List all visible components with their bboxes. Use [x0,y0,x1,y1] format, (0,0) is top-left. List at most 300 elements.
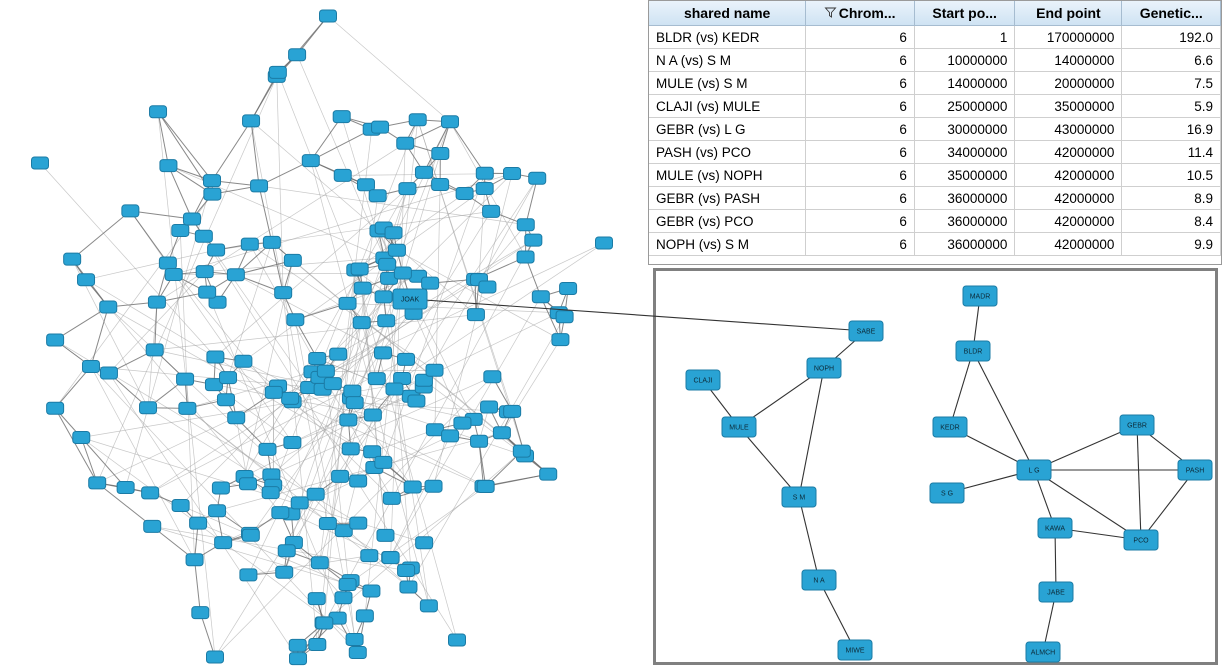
graph-node[interactable] [369,190,386,202]
node-shape[interactable] [369,190,386,202]
node-shape[interactable] [235,355,252,367]
graph-node[interactable] [179,402,196,414]
graph-node[interactable] [208,244,225,256]
graph-node[interactable] [481,401,498,413]
node-shape[interactable] [308,593,325,605]
node-shape[interactable] [353,317,370,329]
graph-node[interactable] [409,114,426,126]
node-shape[interactable] [404,481,421,493]
graph-node[interactable] [333,111,350,123]
graph-node[interactable] [1178,460,1212,480]
graph-node[interactable] [172,500,189,512]
node-shape[interactable] [375,291,392,303]
graph-node[interactable] [146,344,163,356]
graph-node[interactable] [140,402,157,414]
node-shape[interactable] [333,111,350,123]
node-shape[interactable] [199,286,216,298]
node-shape[interactable] [204,175,221,187]
graph-node[interactable] [388,244,405,256]
node-shape[interactable] [432,148,449,160]
graph-node[interactable] [340,414,357,426]
node-shape[interactable] [282,392,299,404]
graph-node[interactable] [838,640,872,660]
graph-node[interactable] [552,334,569,346]
node-shape[interactable] [340,414,357,426]
node-shape[interactable] [241,238,258,250]
node-shape[interactable] [278,545,295,557]
node-shape[interactable] [276,566,293,578]
graph-node[interactable] [100,301,117,313]
table-row[interactable] [649,95,1221,118]
graph-node[interactable] [269,66,286,78]
graph-node[interactable] [361,550,378,562]
graph-node[interactable] [357,179,374,191]
graph-node[interactable] [956,341,990,361]
node-shape[interactable] [409,114,426,126]
node-shape[interactable] [513,445,530,457]
graph-node[interactable] [363,585,380,597]
graph-node[interactable] [350,517,367,529]
graph-node[interactable] [408,395,425,407]
node-shape[interactable] [284,437,301,449]
node-shape[interactable] [204,188,221,200]
graph-node[interactable] [335,592,352,604]
node-shape[interactable] [425,480,442,492]
node-shape[interactable] [209,505,226,517]
graph-node[interactable] [177,373,194,385]
node-shape[interactable] [426,364,443,376]
graph-node[interactable] [354,282,371,294]
graph-node[interactable] [404,481,421,493]
graph-node[interactable] [317,365,334,377]
node-shape[interactable] [398,565,415,577]
graph-node[interactable] [282,392,299,404]
node-shape[interactable] [195,230,212,242]
node-shape[interactable] [207,351,224,363]
graph-node[interactable] [467,309,484,321]
node-shape[interactable] [335,592,352,604]
graph-node[interactable] [529,172,546,184]
node-shape[interactable] [324,378,341,390]
node-shape[interactable] [344,385,361,397]
graph-node[interactable] [324,378,341,390]
graph-node[interactable] [374,347,391,359]
column-header-genetic[interactable] [1122,1,1221,26]
node-shape[interactable] [400,581,417,593]
graph-node[interactable] [212,482,229,494]
node-shape[interactable] [484,371,501,383]
node-shape[interactable] [242,529,259,541]
graph-node[interactable] [89,477,106,489]
node-shape[interactable] [540,468,557,480]
node-shape[interactable] [560,283,577,295]
graph-node[interactable] [196,266,213,278]
graph-node[interactable] [807,358,841,378]
node-shape[interactable] [422,277,439,289]
graph-node[interactable] [276,566,293,578]
graph-node[interactable] [251,180,268,192]
node-shape[interactable] [357,179,374,191]
node-shape[interactable] [408,395,425,407]
node-shape[interactable] [477,480,494,492]
graph-node[interactable] [483,205,500,217]
node-shape[interactable] [552,334,569,346]
node-shape[interactable] [479,281,496,293]
graph-node[interactable] [192,607,209,619]
node-shape[interactable] [368,373,385,385]
node-shape[interactable] [32,157,49,169]
graph-node[interactable] [350,475,367,487]
node-shape[interactable] [334,169,351,181]
graph-node[interactable] [532,291,549,303]
node-shape[interactable] [100,367,117,379]
table-row[interactable] [649,141,1221,164]
graph-node[interactable] [275,287,292,299]
graph-node[interactable] [183,213,200,225]
graph-node[interactable] [207,351,224,363]
graph-node[interactable] [284,437,301,449]
node-shape[interactable] [320,10,337,22]
graph-node[interactable] [311,557,328,569]
graph-node[interactable] [364,409,381,421]
node-shape[interactable] [504,168,521,180]
graph-node[interactable] [525,234,542,246]
node-shape[interactable] [442,116,459,128]
node-shape[interactable] [372,121,389,133]
node-shape[interactable] [212,482,229,494]
graph-node[interactable] [272,507,289,519]
node-shape[interactable] [556,311,573,323]
graph-node[interactable] [207,651,224,663]
graph-node[interactable] [346,633,363,645]
node-shape[interactable] [192,607,209,619]
node-shape[interactable] [471,435,488,447]
graph-node[interactable] [375,291,392,303]
graph-node[interactable] [344,385,361,397]
graph-node[interactable] [1017,460,1051,480]
graph-node[interactable] [1120,415,1154,435]
node-shape[interactable] [361,550,378,562]
node-shape[interactable] [100,301,117,313]
node-shape[interactable] [432,179,449,191]
graph-node[interactable] [1124,530,1158,550]
graph-node[interactable] [278,545,295,557]
graph-node[interactable] [302,155,319,167]
graph-node[interactable] [122,205,139,217]
node-shape[interactable] [240,569,257,581]
graph-node[interactable] [375,456,392,468]
node-shape[interactable] [449,634,466,646]
graph-node[interactable] [426,424,443,436]
node-shape[interactable] [140,402,157,414]
small-network-graph[interactable] [400,271,1215,662]
graph-node[interactable] [32,157,49,169]
node-shape[interactable] [159,257,176,269]
node-shape[interactable] [476,183,493,195]
node-shape[interactable] [532,291,549,303]
graph-node[interactable] [342,443,359,455]
node-shape[interactable] [179,402,196,414]
node-shape[interactable] [265,386,282,398]
graph-node[interactable] [259,443,276,455]
graph-node[interactable] [377,529,394,541]
graph-node[interactable] [540,468,557,480]
graph-node[interactable] [242,529,259,541]
node-shape[interactable] [388,244,405,256]
node-shape[interactable] [150,106,167,118]
graph-node[interactable] [320,10,337,22]
graph-node[interactable] [449,634,466,646]
table-row[interactable] [649,210,1221,233]
node-shape[interactable] [363,585,380,597]
node-shape[interactable] [377,529,394,541]
node-shape[interactable] [311,557,328,569]
graph-node[interactable] [332,470,349,482]
node-shape[interactable] [78,274,95,286]
node-shape[interactable] [82,361,99,373]
node-shape[interactable] [208,244,225,256]
graph-node[interactable] [100,367,117,379]
node-shape[interactable] [378,315,395,327]
node-shape[interactable] [467,309,484,321]
node-shape[interactable] [339,578,356,590]
node-shape[interactable] [454,417,471,429]
node-shape[interactable] [416,537,433,549]
node-shape[interactable] [309,639,326,651]
graph-node[interactable] [241,238,258,250]
node-shape[interactable] [259,443,276,455]
graph-node[interactable] [393,289,427,309]
node-shape[interactable] [47,334,64,346]
node-shape[interactable] [525,234,542,246]
node-shape[interactable] [364,409,381,421]
node-shape[interactable] [346,633,363,645]
node-shape[interactable] [517,219,534,231]
node-shape[interactable] [386,383,403,395]
graph-node[interactable] [930,483,964,503]
graph-node[interactable] [933,417,967,437]
graph-node[interactable] [142,487,159,499]
graph-node[interactable] [309,353,326,365]
graph-node[interactable] [190,517,207,529]
graph-node[interactable] [204,188,221,200]
graph-node[interactable] [398,565,415,577]
graph-node[interactable] [386,383,403,395]
node-shape[interactable] [517,251,534,263]
graph-node[interactable] [287,314,304,326]
node-shape[interactable] [64,253,81,265]
node-shape[interactable] [354,282,371,294]
graph-node[interactable] [513,445,530,457]
graph-node[interactable] [73,432,90,444]
node-shape[interactable] [177,373,194,385]
node-shape[interactable] [291,497,308,509]
node-shape[interactable] [342,443,359,455]
graph-node[interactable] [289,49,306,61]
graph-node[interactable] [476,183,493,195]
node-shape[interactable] [309,353,326,365]
graph-node[interactable] [416,537,433,549]
graph-node[interactable] [228,412,245,424]
node-shape[interactable] [251,180,268,192]
graph-node[interactable] [339,297,356,309]
node-shape[interactable] [284,254,301,266]
node-shape[interactable] [172,500,189,512]
graph-node[interactable] [265,386,282,398]
node-shape[interactable] [351,263,368,275]
graph-node[interactable] [425,480,442,492]
graph-node[interactable] [353,317,370,329]
node-shape[interactable] [346,397,363,409]
node-shape[interactable] [426,424,443,436]
node-shape[interactable] [394,267,411,279]
node-shape[interactable] [142,487,159,499]
small-network-panel[interactable] [400,268,1218,665]
graph-node[interactable] [316,617,333,629]
node-shape[interactable] [385,227,402,239]
graph-node[interactable] [442,116,459,128]
node-shape[interactable] [289,49,306,61]
node-shape[interactable] [186,554,203,566]
graph-node[interactable] [284,254,301,266]
graph-node[interactable] [240,569,257,581]
graph-node[interactable] [517,251,534,263]
table-row[interactable] [649,49,1221,72]
graph-node[interactable] [144,520,161,532]
node-shape[interactable] [215,537,232,549]
graph-node[interactable] [319,517,336,529]
graph-node[interactable] [432,179,449,191]
node-shape[interactable] [269,66,286,78]
table-row[interactable] [649,164,1221,187]
graph-node[interactable] [517,219,534,231]
graph-node[interactable] [150,106,167,118]
graph-node[interactable] [484,371,501,383]
node-shape[interactable] [382,552,399,564]
graph-node[interactable] [504,168,521,180]
node-shape[interactable] [117,482,134,494]
graph-node[interactable] [165,269,182,281]
graph-node[interactable] [379,258,396,270]
graph-node[interactable] [400,581,417,593]
node-shape[interactable] [356,610,373,622]
table-row[interactable] [649,26,1221,49]
graph-node[interactable] [217,394,234,406]
graph-node[interactable] [504,405,521,417]
graph-node[interactable] [227,269,244,281]
graph-node[interactable] [290,653,307,665]
node-shape[interactable] [122,205,139,217]
node-shape[interactable] [217,394,234,406]
graph-node[interactable] [368,373,385,385]
graph-node[interactable] [339,578,356,590]
table-row[interactable] [649,187,1221,210]
node-shape[interactable] [330,348,347,360]
node-shape[interactable] [375,456,392,468]
graph-node[interactable] [479,281,496,293]
node-shape[interactable] [183,213,200,225]
graph-node[interactable] [235,355,252,367]
graph-node[interactable] [722,417,756,437]
node-shape[interactable] [476,167,493,179]
graph-node[interactable] [432,148,449,160]
graph-node[interactable] [195,230,212,242]
graph-node[interactable] [849,321,883,341]
node-shape[interactable] [263,236,280,248]
graph-node[interactable] [186,554,203,566]
node-shape[interactable] [397,137,414,149]
node-shape[interactable] [415,166,432,178]
graph-node[interactable] [117,482,134,494]
graph-node[interactable] [291,497,308,509]
node-shape[interactable] [275,287,292,299]
graph-node[interactable] [420,600,437,612]
graph-node[interactable] [262,487,279,499]
graph-node[interactable] [382,552,399,564]
graph-node[interactable] [309,639,326,651]
column-header-start-point[interactable] [914,1,1015,26]
graph-node[interactable] [209,505,226,517]
node-shape[interactable] [504,405,521,417]
table-row[interactable] [649,118,1221,141]
graph-node[interactable] [204,175,221,187]
graph-node[interactable] [172,224,189,236]
node-shape[interactable] [160,160,177,172]
edge-table-panel[interactable] [648,0,1222,265]
graph-node[interactable] [349,647,366,659]
graph-node[interactable] [308,593,325,605]
graph-node[interactable] [240,478,257,490]
node-shape[interactable] [339,297,356,309]
node-shape[interactable] [144,520,161,532]
graph-node[interactable] [64,253,81,265]
node-shape[interactable] [89,477,106,489]
node-shape[interactable] [148,296,165,308]
node-shape[interactable] [493,427,510,439]
graph-node[interactable] [560,283,577,295]
node-shape[interactable] [165,269,182,281]
node-shape[interactable] [374,347,391,359]
graph-node[interactable] [493,427,510,439]
graph-node[interactable] [220,372,237,384]
node-shape[interactable] [399,183,416,195]
node-shape[interactable] [190,517,207,529]
graph-node[interactable] [394,267,411,279]
graph-node[interactable] [160,160,177,172]
graph-node[interactable] [686,370,720,390]
graph-node[interactable] [442,430,459,442]
filter-icon[interactable] [825,5,836,21]
column-header-shared-name[interactable] [649,1,806,26]
graph-node[interactable] [263,236,280,248]
node-shape[interactable] [287,314,304,326]
graph-node[interactable] [1026,642,1060,662]
node-shape[interactable] [243,115,260,127]
graph-node[interactable] [397,137,414,149]
node-shape[interactable] [596,237,613,249]
node-shape[interactable] [289,639,306,651]
graph-node[interactable] [802,570,836,590]
graph-node[interactable] [422,277,439,289]
node-shape[interactable] [316,617,333,629]
node-shape[interactable] [207,651,224,663]
graph-node[interactable] [385,227,402,239]
graph-node[interactable] [47,402,64,414]
graph-node[interactable] [215,537,232,549]
node-shape[interactable] [317,365,334,377]
graph-node[interactable] [471,435,488,447]
graph-node[interactable] [426,364,443,376]
